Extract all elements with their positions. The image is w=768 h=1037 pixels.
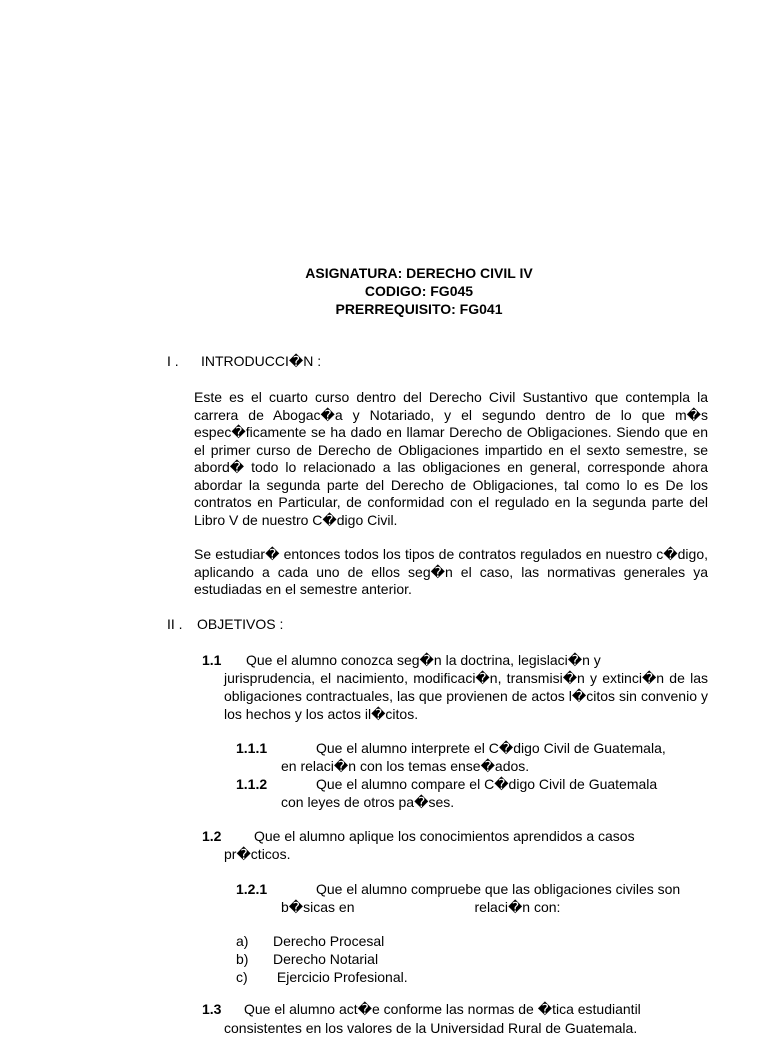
objective-text-b: relaci�n con:	[474, 899, 561, 915]
objective-text: en relaci�n con los temas ense�ados.	[281, 758, 530, 774]
list-letter: c)	[236, 969, 248, 985]
list-text: Derecho Procesal	[273, 933, 385, 949]
objective-line: Que el alumno aplique los conocimientos aprendidos a casos	[254, 828, 635, 844]
section-objetivos-heading	[167, 616, 283, 632]
list-text: Derecho Notarial	[273, 951, 379, 967]
objective-line: Que el alumno interprete el C�digo Civil de Guatemala,	[316, 740, 666, 756]
list-text: Ejercicio Profesional.	[273, 969, 408, 985]
objective-line: Que el alumno conozca seg�n la doctrina, legislaci�n y	[246, 652, 601, 668]
document-header	[0, 264, 768, 318]
objective-line: Que el alumno compare el C�digo Civil de Guatemala	[316, 776, 658, 792]
section-intro-heading	[167, 353, 321, 370]
intro-paragraph-1: Este es el cuarto curso dentro del Derecho Civil Sustantivo que contempla la carrera de Abogac�a y Notariado, y el segundo dentro de lo que m�s espec�ficamente se ha dado en llamar Derecho de Obligaciones. Siendo que en el primer curso de Derecho de Obligaciones impartido en el sexto semestre, se abord� todo lo relacionado a las obligaciones en general, corresponde ahora abordar la segunda parte del Derecho de Obligaciones, tal como lo es De los contratos en Particular, de conformidad con el regulado en la segunda parte del Libro V de nuestro C�digo Civil.	[194, 389, 708, 528]
list-item	[236, 932, 408, 950]
list-item	[236, 950, 408, 968]
objective-1-1-1	[236, 739, 708, 775]
objective-number: 1.1	[202, 652, 222, 668]
list-letter: b)	[236, 951, 249, 967]
objective-line: Que el alumno compruebe que las obligaciones civiles son	[316, 881, 681, 897]
course-title: ASIGNATURA: DERECHO CIVIL IV	[305, 265, 533, 281]
list-item	[236, 968, 408, 986]
objective-1-3	[202, 1000, 708, 1018]
objective-list	[236, 932, 408, 986]
objective-line: Que el alumno act�e conforme las normas de �tica estudiantil	[244, 1001, 641, 1017]
objective-number: 1.2.1	[236, 881, 268, 897]
objective-number: 1.1.2	[236, 776, 268, 792]
objective-1-2	[202, 827, 708, 863]
objective-text: pr�cticos.	[224, 846, 291, 862]
objective-text: consistentes en los valores de la Universidad Rural de Guatemala.	[224, 1020, 638, 1036]
objective-1-1	[202, 651, 708, 723]
objective-number: 1.1.1	[236, 740, 268, 756]
section-title: OBJETIVOS :	[197, 616, 284, 632]
objective-text: con leyes de otros pa�ses.	[281, 794, 455, 810]
objective-text	[236, 898, 708, 916]
section-number: I .	[167, 353, 179, 369]
objective-number: 1.3	[202, 1001, 222, 1017]
section-number: II .	[167, 616, 183, 632]
course-code: CODIGO: FG045	[364, 283, 474, 299]
section-title: INTRODUCCI�N :	[201, 353, 322, 369]
list-letter: a)	[236, 933, 249, 949]
objective-text-a: b�sicas en	[281, 899, 355, 915]
objective-number: 1.2	[202, 828, 222, 844]
objective-1-3-continuation	[202, 1019, 708, 1036]
objective-1-2-1	[236, 880, 708, 916]
objective-1-1-2	[236, 775, 708, 811]
course-prerequisite: PRERREQUISITO: FG041	[335, 301, 503, 317]
intro-paragraph-2: Se estudiar� entonces todos los tipos de contratos regulados en nuestro c�digo, aplicando a cada uno de ellos seg�n el caso, las normativas generales ya estudiadas en el semestre anterior.	[194, 546, 708, 597]
objective-text: jurisprudencia, el nacimiento, modificaci�n, transmisi�n y extinci�n de las obligaciones contractuales, las que provienen de actos l�citos sin convenio y los hechos y los actos il�citos.	[224, 670, 708, 722]
